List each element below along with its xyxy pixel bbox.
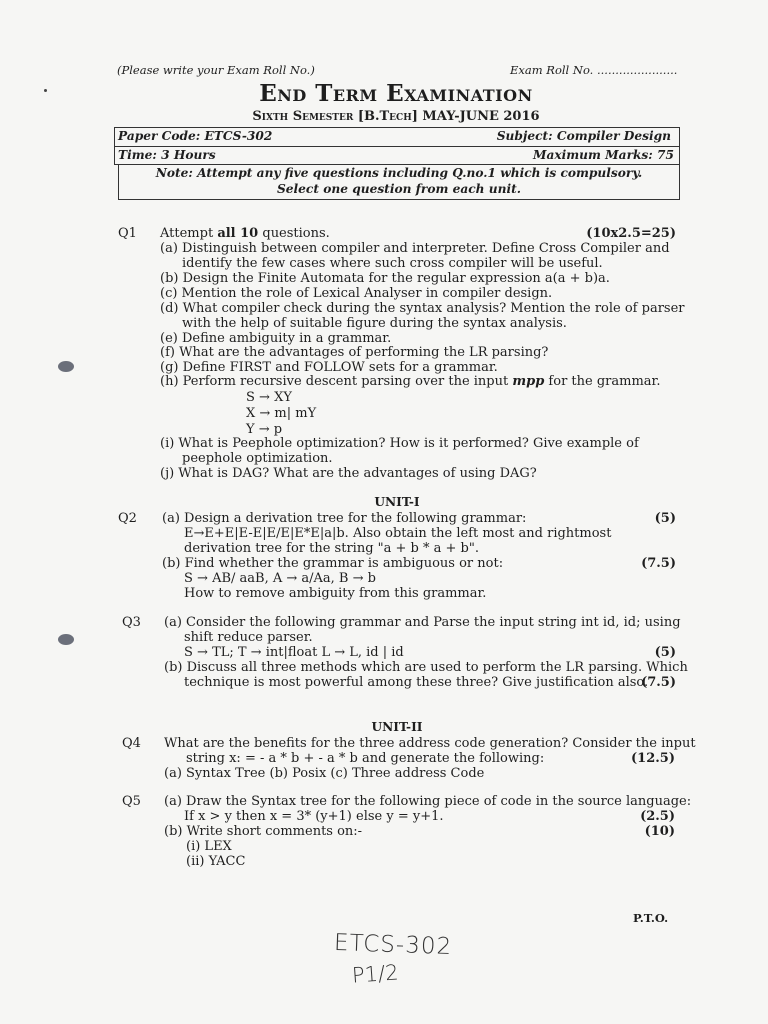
unit-heading: UNIT-I bbox=[374, 495, 420, 509]
question-5 bbox=[164, 794, 692, 872]
q3-a: (a) Consider the following grammar and Parse the input string int id, id; using bbox=[164, 615, 681, 630]
q3-a-cont: shift reduce parser. bbox=[184, 630, 313, 645]
q3-a-grammar: S → TL; T → int|float L → L, id | id bbox=[184, 645, 404, 660]
question-3 bbox=[164, 615, 688, 693]
handwritten-page-number: P1/2 bbox=[351, 960, 400, 988]
q5-a-marks: (2.5) bbox=[640, 809, 675, 824]
punch-hole-mark bbox=[58, 634, 74, 645]
q1-intro: Attempt all 10 questions. bbox=[160, 226, 330, 241]
paper-info-box bbox=[114, 127, 680, 165]
q2-a-cont: derivation tree for the string "a + b * a + b". bbox=[184, 541, 479, 556]
grammar-rule: S → XY bbox=[246, 390, 292, 405]
exam-roll-field: Exam Roll No. ...................... bbox=[510, 63, 678, 77]
q1-c: (c) Mention the role of Lexical Analyser in compiler design. bbox=[160, 286, 553, 301]
grammar-rule: Y → p bbox=[246, 422, 283, 437]
q2-a-marks: (5) bbox=[654, 511, 676, 526]
q4-text: What are the benefits for the three address code generation? Consider the input bbox=[164, 736, 696, 751]
q4-text-cont: string x: = - a * b + - a * b and generate the following: bbox=[186, 751, 545, 766]
question-number: Q2 bbox=[118, 511, 137, 526]
question-4 bbox=[164, 736, 696, 784]
q2-b: (b) Find whether the grammar is ambiguous or not: bbox=[162, 556, 504, 571]
q5-b-item: (ii) YACC bbox=[186, 854, 246, 869]
max-marks: Maximum Marks: 75 bbox=[533, 148, 674, 162]
q1-marks: (10x2.5=25) bbox=[586, 226, 676, 241]
question-number: Q3 bbox=[122, 615, 141, 630]
q1-j: (j) What is DAG? What are the advantages of using DAG? bbox=[160, 466, 537, 481]
q5-b-item: (i) LEX bbox=[186, 839, 232, 854]
question-number: Q1 bbox=[118, 226, 137, 241]
roll-note: (Please write your Exam Roll No.) bbox=[117, 63, 315, 77]
q1-i-cont: peephole optimization. bbox=[182, 451, 333, 466]
q1-e: (e) Define ambiguity in a grammar. bbox=[160, 331, 392, 346]
q2-b-cont: How to remove ambiguity from this grammar. bbox=[184, 586, 487, 601]
q1-a: (a) Distinguish between compiler and interpreter. Define Cross Compiler and bbox=[160, 241, 670, 256]
q3-b-marks: (7.5) bbox=[641, 675, 676, 690]
pto-label: P.T.O. bbox=[633, 911, 669, 925]
question-number: Q4 bbox=[122, 736, 141, 751]
q4-marks: (12.5) bbox=[631, 751, 675, 766]
q1-g: (g) Define FIRST and FOLLOW sets for a grammar. bbox=[160, 360, 498, 375]
q2-a-cont: E→E+E|E-E|E/E|E*E|a|b. Also obtain the left most and rightmost bbox=[184, 526, 612, 541]
q1-f: (f) What are the advantages of performing the LR parsing? bbox=[160, 345, 549, 360]
note-line-1: Note: Attempt any five questions including Q.no.1 which is compulsory. bbox=[155, 166, 643, 180]
time: Time: 3 Hours bbox=[118, 148, 216, 162]
q1-a-cont: identify the few cases where such cross compiler will be useful. bbox=[182, 256, 603, 271]
page-title: End Term Examination bbox=[259, 80, 533, 107]
q1-h: (h) Perform recursive descent parsing over the input mpp for the grammar. bbox=[160, 374, 661, 389]
punch-hole-mark bbox=[58, 361, 74, 372]
q1-d-cont: with the help of suitable figure during the syntax analysis. bbox=[182, 316, 567, 331]
subject: Subject: Compiler Design bbox=[496, 129, 671, 143]
question-2 bbox=[162, 511, 676, 603]
q3-b: (b) Discuss all three methods which are used to perform the LR parsing. Which bbox=[164, 660, 688, 675]
q3-b-cont: technique is most powerful among these three? Give justification also. bbox=[184, 675, 649, 690]
question-number: Q5 bbox=[122, 794, 141, 809]
q2-b-marks: (7.5) bbox=[641, 556, 676, 571]
grammar-rule: X → m| mY bbox=[246, 406, 317, 421]
q5-b-marks: (10) bbox=[644, 824, 675, 839]
q1-i: (i) What is Peephole optimization? How is it performed? Give example of bbox=[160, 436, 639, 451]
q5-a: (a) Draw the Syntax tree for the following piece of code in the source language: bbox=[164, 794, 692, 809]
note-box bbox=[118, 164, 680, 200]
q1-d: (d) What compiler check during the syntax analysis? Mention the role of parser bbox=[160, 301, 685, 316]
paper-code: Paper Code: ETCS-302 bbox=[118, 129, 273, 143]
q4-parts: (a) Syntax Tree (b) Posix (c) Three address Code bbox=[164, 766, 485, 781]
q3-a-marks: (5) bbox=[654, 645, 676, 660]
q2-a: (a) Design a derivation tree for the following grammar: bbox=[162, 511, 527, 526]
question-1 bbox=[160, 226, 685, 486]
q5-b: (b) Write short comments on:- bbox=[164, 824, 363, 839]
q5-a-code: If x > y then x = 3* (y+1) else y = y+1. bbox=[184, 809, 444, 824]
q2-b-grammar: S → AB/ aaB, A → a/Aa, B → b bbox=[184, 571, 376, 586]
unit-heading: UNIT-II bbox=[371, 720, 423, 734]
handwritten-paper-code: ETCS-302 bbox=[333, 929, 453, 961]
q1-b: (b) Design the Finite Automata for the regular expression a(a + b)a. bbox=[160, 271, 610, 286]
semester-line: Sixth Semester [B.Tech] MAY-JUNE 2016 bbox=[252, 109, 540, 124]
note-line-2: Select one question from each unit. bbox=[276, 182, 522, 196]
